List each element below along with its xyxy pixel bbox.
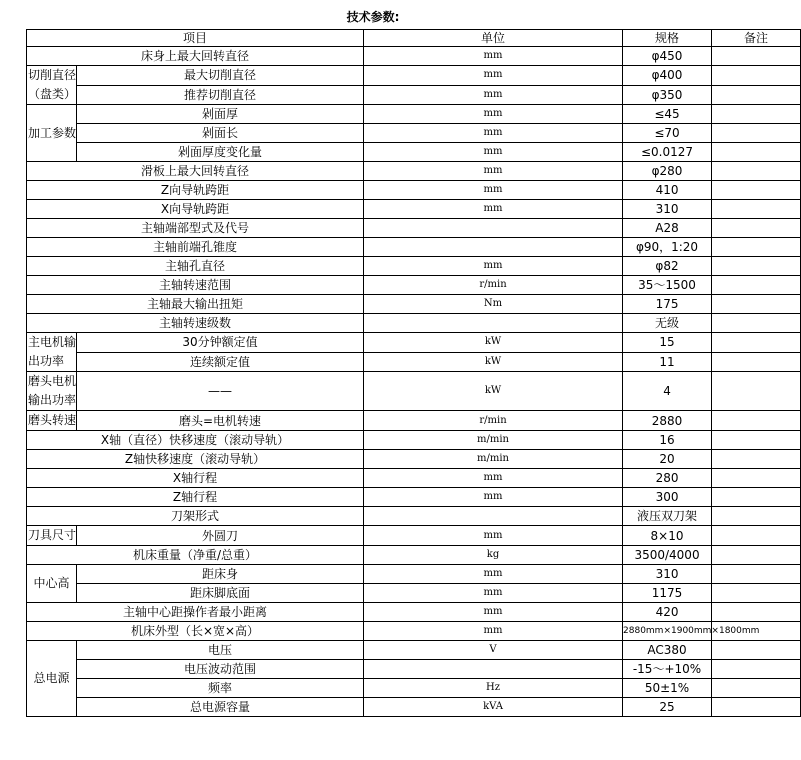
note-cell — [712, 679, 801, 698]
item-cell: 30分钟额定值 — [77, 333, 364, 353]
unit-cell: mm — [364, 66, 623, 86]
item-cell: 床身上最大回转直径 — [27, 47, 364, 66]
spec-cell: φ90，1:20 — [623, 238, 712, 257]
note-cell — [712, 257, 801, 276]
spec-cell: 50±1% — [623, 679, 712, 698]
spec-cell: ≤0.0127 — [623, 143, 712, 162]
spec-cell: φ450 — [623, 47, 712, 66]
table-row — [27, 295, 801, 314]
table-row — [27, 219, 801, 238]
spec-cell: 液压双刀架 — [623, 507, 712, 526]
page-title: 技术参数: — [346, 10, 400, 24]
header-item: 项目 — [27, 30, 364, 47]
table-row — [27, 431, 801, 450]
table-row — [27, 333, 801, 353]
item-cell: 剁面厚 — [77, 105, 364, 124]
note-cell — [712, 660, 801, 679]
table-row — [27, 507, 801, 526]
table-row — [27, 143, 801, 162]
item-cell: Z向导轨跨距 — [27, 181, 364, 200]
unit-cell — [364, 507, 623, 526]
table-row — [27, 257, 801, 276]
table-row — [27, 181, 801, 200]
group-cell-center-height: 中心高 — [27, 565, 77, 603]
spec-cell: 8×10 — [623, 526, 712, 546]
table-row — [27, 488, 801, 507]
spec-cell: 无级 — [623, 314, 712, 333]
spec-cell: -15～+10% — [623, 660, 712, 679]
spec-cell: 35～1500 — [623, 276, 712, 295]
note-cell — [712, 546, 801, 565]
item-cell: 剁面长 — [77, 124, 364, 143]
table-row — [27, 411, 801, 431]
note-cell — [712, 411, 801, 431]
unit-cell: mm — [364, 162, 623, 181]
note-cell — [712, 584, 801, 603]
table-row — [27, 469, 801, 488]
note-cell — [712, 105, 801, 124]
unit-cell: mm — [364, 85, 623, 105]
note-cell — [712, 85, 801, 105]
spec-cell: ≤70 — [623, 124, 712, 143]
note-cell — [712, 276, 801, 295]
table-row — [27, 565, 801, 584]
spec-cell: φ350 — [623, 85, 712, 105]
unit-cell: mm — [364, 124, 623, 143]
note-cell — [712, 219, 801, 238]
item-cell: 外圆刀 — [77, 526, 364, 546]
spec-cell: 4 — [623, 372, 712, 411]
unit-cell: V — [364, 641, 623, 660]
unit-cell — [364, 238, 623, 257]
unit-cell — [364, 314, 623, 333]
item-cell: X向导轨跨距 — [27, 200, 364, 219]
note-cell — [712, 333, 801, 353]
note-cell — [712, 565, 801, 584]
table-row — [27, 162, 801, 181]
table-row — [27, 679, 801, 698]
table-row — [27, 584, 801, 603]
group-cell-grind-motor-power: 磨头电机输出功率 — [27, 372, 77, 411]
table-row — [27, 200, 801, 219]
item-cell: —— — [77, 372, 364, 411]
unit-cell: mm — [364, 469, 623, 488]
group-cell-process-params: 加工参数 — [27, 105, 77, 162]
note-cell — [712, 200, 801, 219]
header-note: 备注 — [712, 30, 801, 47]
group-cell-tool-size: 刀具尺寸 — [27, 526, 77, 546]
spec-cell: 25 — [623, 698, 712, 717]
note-cell — [712, 641, 801, 660]
note-cell — [712, 66, 801, 86]
spec-cell: 3500/4000 — [623, 546, 712, 565]
note-cell — [712, 314, 801, 333]
header-row — [27, 30, 801, 47]
item-cell: 主轴最大输出扭矩 — [27, 295, 364, 314]
spec-table — [26, 29, 801, 717]
table-row — [27, 47, 801, 66]
table-row — [27, 85, 801, 105]
item-cell: 主轴转速范围 — [27, 276, 364, 295]
table-row — [27, 660, 801, 679]
group-cell-main-motor-power: 主电机输出功率 — [27, 333, 77, 372]
item-cell: 滑板上最大回转直径 — [27, 162, 364, 181]
header-unit: 单位 — [364, 30, 623, 47]
spec-cell: φ82 — [623, 257, 712, 276]
note-cell — [712, 603, 801, 622]
table-row — [27, 66, 801, 86]
unit-cell: Hz — [364, 679, 623, 698]
spec-cell: AC380 — [623, 641, 712, 660]
table-row — [27, 352, 801, 372]
table-row — [27, 641, 801, 660]
item-cell: Z轴快移速度（滚动导轨） — [27, 450, 364, 469]
unit-cell: mm — [364, 622, 623, 641]
unit-cell: mm — [364, 181, 623, 200]
spec-cell: 310 — [623, 565, 712, 584]
unit-cell: m/min — [364, 450, 623, 469]
item-cell: 主轴端部型式及代号 — [27, 219, 364, 238]
item-cell: 磨头=电机转速 — [77, 411, 364, 431]
unit-cell: kW — [364, 372, 623, 411]
spec-cell: 280 — [623, 469, 712, 488]
note-cell — [712, 143, 801, 162]
note-cell — [712, 372, 801, 411]
item-cell: 剁面厚度变化量 — [77, 143, 364, 162]
unit-cell: m/min — [364, 431, 623, 450]
group-cell-cut-diameter: 切削直径（盘类） — [27, 66, 77, 105]
note-cell — [712, 352, 801, 372]
unit-cell: mm — [364, 200, 623, 219]
unit-cell: mm — [364, 603, 623, 622]
unit-cell — [364, 660, 623, 679]
item-cell: 连续额定值 — [77, 352, 364, 372]
spec-cell: φ280 — [623, 162, 712, 181]
spec-cell: 2880mm×1900mm×1800mm — [623, 622, 712, 641]
note-cell — [712, 162, 801, 181]
unit-cell: kW — [364, 352, 623, 372]
header-spec: 规格 — [623, 30, 712, 47]
unit-cell: kW — [364, 333, 623, 353]
spec-cell: 1175 — [623, 584, 712, 603]
item-cell: 电压 — [77, 641, 364, 660]
item-cell: 机床外型（长×宽×高） — [27, 622, 364, 641]
table-row — [27, 546, 801, 565]
table-row — [27, 622, 801, 641]
unit-cell: mm — [364, 47, 623, 66]
table-row — [27, 698, 801, 717]
spec-cell: 175 — [623, 295, 712, 314]
item-cell: 推荐切削直径 — [77, 85, 364, 105]
note-cell — [712, 507, 801, 526]
unit-cell: Nm — [364, 295, 623, 314]
spec-cell: φ400 — [623, 66, 712, 86]
item-cell: Z轴行程 — [27, 488, 364, 507]
unit-cell: mm — [364, 105, 623, 124]
table-row — [27, 526, 801, 546]
group-cell-power-supply: 总电源 — [27, 641, 77, 717]
unit-cell: r/min — [364, 276, 623, 295]
table-row — [27, 603, 801, 622]
spec-cell: A28 — [623, 219, 712, 238]
item-cell: 刀架形式 — [27, 507, 364, 526]
spec-cell: 15 — [623, 333, 712, 353]
item-cell: 机床重量（净重/总重） — [27, 546, 364, 565]
item-cell: 总电源容量 — [77, 698, 364, 717]
unit-cell: mm — [364, 565, 623, 584]
unit-cell: mm — [364, 143, 623, 162]
item-cell: 主轴转速级数 — [27, 314, 364, 333]
note-cell — [712, 181, 801, 200]
unit-cell: mm — [364, 257, 623, 276]
note-cell — [712, 469, 801, 488]
note-cell — [712, 488, 801, 507]
item-cell: 电压波动范围 — [77, 660, 364, 679]
note-cell — [712, 295, 801, 314]
spec-cell: 310 — [623, 200, 712, 219]
spec-cell: 410 — [623, 181, 712, 200]
unit-cell: r/min — [364, 411, 623, 431]
unit-cell — [364, 219, 623, 238]
note-cell — [712, 47, 801, 66]
group-cell-grind-speed: 磨头转速 — [27, 411, 77, 431]
item-cell: 主轴前端孔锥度 — [27, 238, 364, 257]
table-row — [27, 450, 801, 469]
item-cell: 距床脚底面 — [77, 584, 364, 603]
spec-cell: 2880 — [623, 411, 712, 431]
spec-cell: 16 — [623, 431, 712, 450]
unit-cell: mm — [364, 584, 623, 603]
item-cell: 距床身 — [77, 565, 364, 584]
table-row — [27, 276, 801, 295]
note-cell — [712, 698, 801, 717]
item-cell: 主轴中心距操作者最小距离 — [27, 603, 364, 622]
item-cell: 频率 — [77, 679, 364, 698]
unit-cell: mm — [364, 488, 623, 507]
unit-cell: kVA — [364, 698, 623, 717]
note-cell — [712, 238, 801, 257]
table-row — [27, 238, 801, 257]
item-cell: 主轴孔直径 — [27, 257, 364, 276]
spec-cell: 420 — [623, 603, 712, 622]
unit-cell: mm — [364, 526, 623, 546]
note-cell — [712, 526, 801, 546]
note-cell — [712, 431, 801, 450]
table-row — [27, 105, 801, 124]
note-cell — [712, 124, 801, 143]
spec-cell: 20 — [623, 450, 712, 469]
item-cell: X轴行程 — [27, 469, 364, 488]
note-cell — [712, 450, 801, 469]
table-row — [27, 124, 801, 143]
unit-cell: kg — [364, 546, 623, 565]
table-row — [27, 372, 801, 411]
spec-cell: 11 — [623, 352, 712, 372]
table-row — [27, 314, 801, 333]
item-cell: 最大切削直径 — [77, 66, 364, 86]
spec-cell: 300 — [623, 488, 712, 507]
item-cell: X轴（直径）快移速度（滚动导轨） — [27, 431, 364, 450]
spec-cell: ≤45 — [623, 105, 712, 124]
